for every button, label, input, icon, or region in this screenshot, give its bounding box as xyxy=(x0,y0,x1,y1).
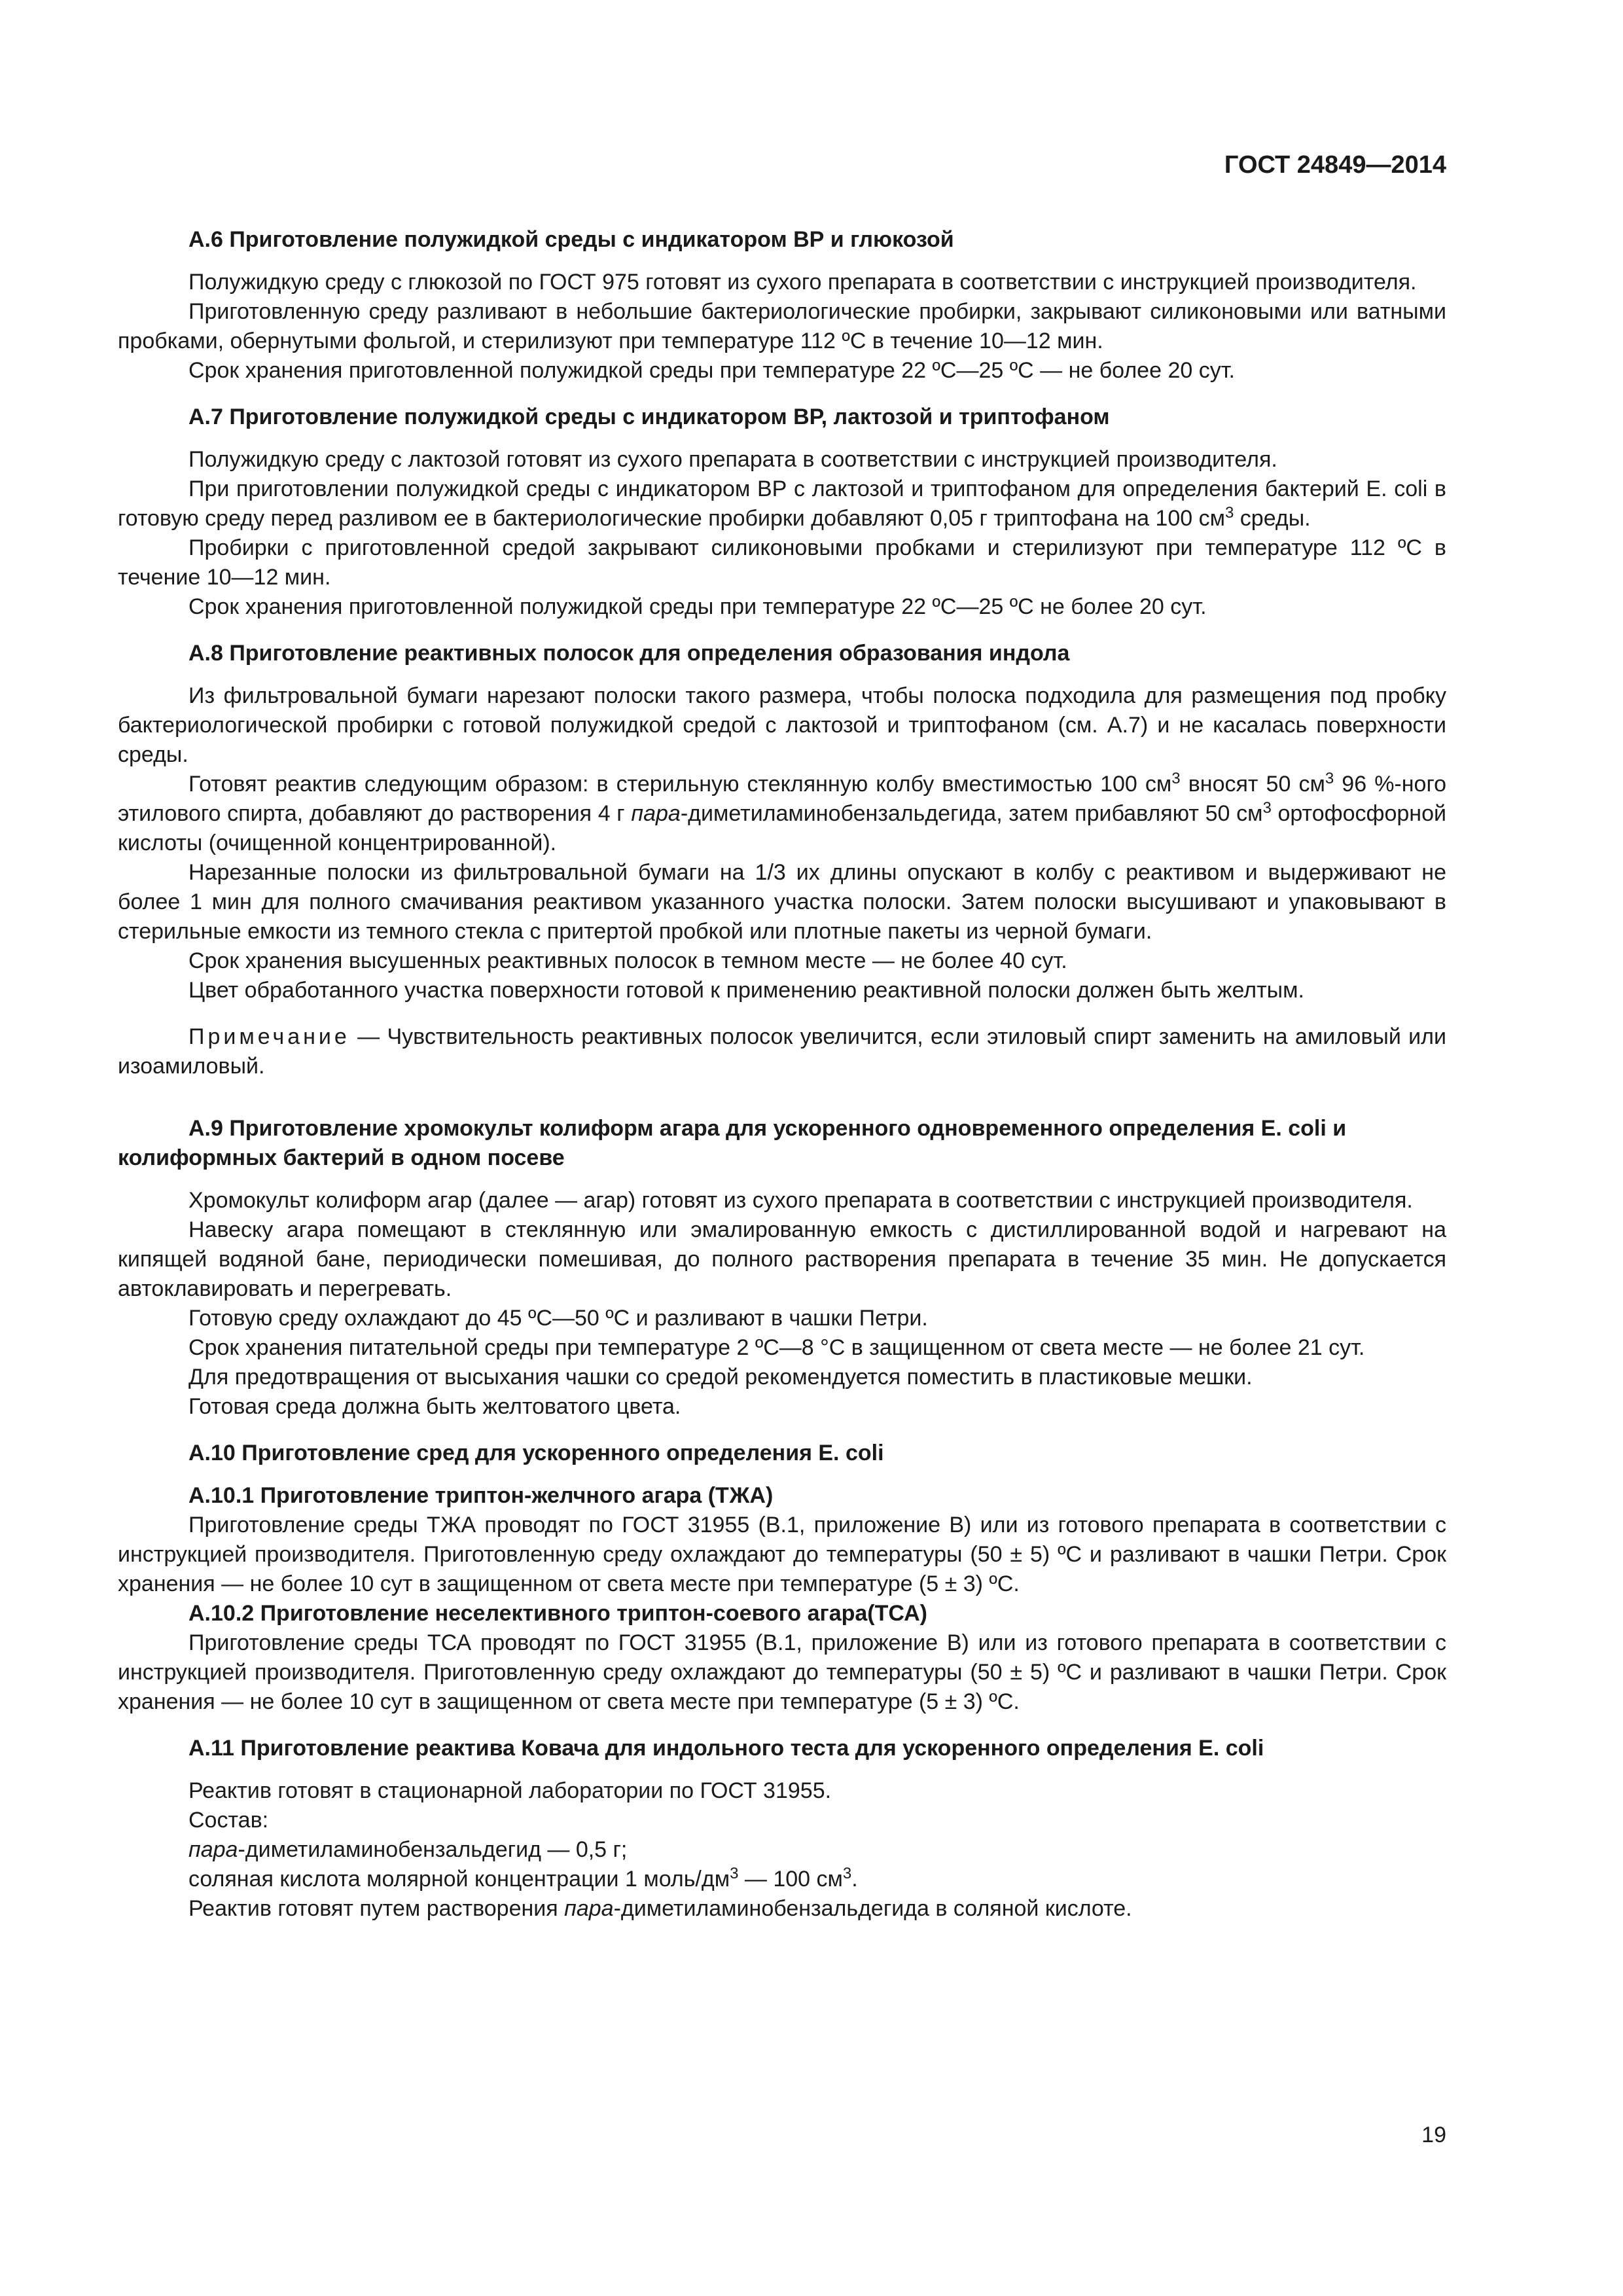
section-a8-note xyxy=(118,1022,1446,1081)
subsection-a10-1-paragraph: Приготовление среды ТЖА проводят по ГОСТ 31955 (В.1, приложение В) или из готового препарата в соответствии с инструкцией производителя. Приготовленную среду охлаждают до температуры (50 ± 5) ºС и разливают в чашки Петри. Срок хранения — не более 10 сут в защищенном от света месте при температуре (5 ± 3) ºС. xyxy=(118,1513,1446,1596)
section-a6-paragraph-1: Полужидкую среду с глюкозой по ГОСТ 975 готовят из сухого препарата в соответствии с инструкцией производителя. xyxy=(188,270,1417,295)
section-a7-paragraph-3: Пробирки с приготовленной средой закрывают силиконовыми пробками и стерилизуют при температуре 112 ºС в течение 10—12 мин. xyxy=(118,535,1446,590)
section-a11-line-5: Реактив готовят путем растворения пара-диметиламинобензальдегида в соляной кислоте. xyxy=(188,1896,1132,1921)
section-a8-paragraph-4: Срок хранения высушенных реактивных полосок в темном месте — не более 40 сут. xyxy=(188,948,1067,973)
section-a8 xyxy=(118,639,1446,1081)
section-a6-title: А.6 Приготовление полужидкой среды с индикатором ВР и глюкозой xyxy=(188,227,954,252)
section-a9 xyxy=(118,1114,1446,1422)
section-a7-paragraph-4: Срок хранения приготовленной полужидкой среды при температуре 22 ºС—25 ºС не более 20 сут. xyxy=(188,594,1207,619)
section-a8-paragraph-3: Нарезанные полоски из фильтровальной бумаги на 1/3 их длины опускают в колбу с реактивом и выдерживают не более 1 мин для полного смачивания реактивом указанного участка полоски. Затем полоски высушивают и упаковывают в стерильные емкости из темного стекла с притертой пробкой или плотные пакеты из черной бумаги. xyxy=(118,860,1446,944)
section-a9-title: А.9 Приготовление хромокульт колиформ агара для ускоренного одновременного определения E. coli и колиформных бактерий в одном посеве xyxy=(118,1116,1347,1170)
section-a9-paragraph-2: Навеску агара помещают в стеклянную или эмалированную емкость с дистиллированной водой и нагревают на кипящей водяной бане, периодически помешивая, до полного растворения препарата в течение 35 мин. Не допускается автоклавировать и перегревать. xyxy=(118,1217,1446,1301)
note-text: — Чувствительность реактивных полосок увеличится, если этиловый спирт заменить на амиловый или изоамиловый. xyxy=(118,1024,1446,1079)
section-a10-title: А.10 Приготовление сред для ускоренного определения E. coli xyxy=(188,1441,884,1465)
section-a6 xyxy=(118,225,1446,386)
section-a9-paragraph-3: Готовую среду охлаждают до 45 ºС—50 ºС и разливают в чашки Петри. xyxy=(188,1306,928,1331)
section-a9-paragraph-1: Хромокульт колиформ агар (далее — агар) готовят из сухого препарата в соответствии с инструкцией производителя. xyxy=(188,1188,1413,1213)
note-label: Примечание xyxy=(188,1024,350,1049)
document-code-header: ГОСТ 24849—2014 xyxy=(1224,151,1446,179)
section-a9-paragraph-6: Готовая среда должна быть желтоватого цвета. xyxy=(188,1394,681,1419)
section-a9-paragraph-4: Срок хранения питательной среды при температуре 2 ºС—8 °С в защищенном от света месте — не более 21 сут. xyxy=(188,1335,1365,1360)
subsection-a10-2-paragraph: Приготовление среды ТСА проводят по ГОСТ 31955 (В.1, приложение В) или из готового препарата в соответствии с инструкцией производителя. Приготовленную среду охлаждают до температуры (50 ± 5) ºС и разливают в чашки Петри. Срок хранения — не более 10 сут в защищенном от света месте при температуре (5 ± 3) ºС. xyxy=(118,1630,1446,1714)
subsection-a10-2-title: А.10.2 Приготовление неселективного триптон-соевого агара(ТСА) xyxy=(188,1601,927,1626)
section-a7 xyxy=(118,403,1446,622)
section-a11-title: А.11 Приготовление реактива Ковача для индольного теста для ускоренного определения E. coli xyxy=(188,1736,1264,1761)
section-a6-paragraph-2: Приготовленную среду разливают в небольшие бактериологические пробирки, закрывают силиконовыми или ватными пробками, обернутыми фольгой, и стерилизуют при температуре 112 ºС в течение 10—12 мин. xyxy=(118,299,1446,353)
section-a11-line-2: Состав: xyxy=(188,1808,269,1833)
section-a7-title: А.7 Приготовление полужидкой среды с индикатором ВР, лактозой и триптофаном xyxy=(188,404,1110,429)
document-body xyxy=(118,225,1446,1924)
section-a8-paragraph-5: Цвет обработанного участка поверхности готовой к применению реактивной полоски должен быть желтым. xyxy=(188,978,1304,1003)
section-a10 xyxy=(118,1439,1446,1717)
document-page xyxy=(118,0,1446,2296)
section-a11-line-3: пара-диметиламинобензальдегид — 0,5 г; xyxy=(188,1837,628,1862)
section-a6-paragraph-3: Срок хранения приготовленной полужидкой среды при температуре 22 ºС—25 ºС — не более 20 сут. xyxy=(188,358,1235,383)
subsection-a10-1-title: А.10.1 Приготовление триптон-желчного агара (ТЖА) xyxy=(188,1483,774,1508)
section-a8-paragraph-2: Готовят реактив следующим образом: в стерильную стеклянную колбу вместимостью 100 $см^3$ вносят 50 $см^3$ 96 %-ного этилового спирта, добавляют до растворения 4 г пара-диметиламинобензальдегида, затем прибавляют 50 $см^3$ ортофосфорной кислоты (очищенной концентрированной). xyxy=(118,770,1447,855)
page-number: 19 xyxy=(1421,2123,1446,2147)
section-a11 xyxy=(118,1734,1446,1924)
section-a9-paragraph-5: Для предотвращения от высыхания чашки со средой рекомендуется поместить в пластиковые мешки. xyxy=(188,1365,1253,1390)
section-a7-paragraph-1: Полужидкую среду с лактозой готовят из сухого препарата в соответствии с инструкцией производителя. xyxy=(188,447,1277,472)
section-a8-paragraph-1: Из фильтровальной бумаги нарезают полоски такого размера, чтобы полоска подходила для размещения под пробку бактериологической пробирки с готовой полужидкой средой с лактозой и триптофаном (см. А.7) и не касалась поверхности среды. xyxy=(118,683,1446,767)
section-a7-paragraph-2: При приготовлении полужидкой среды с индикатором ВР с лактозой и триптофаном для определения бактерий E. coli в готовую среду перед разливом ее в бактериологические пробирки добавляют 0,05 г триптофана на 100 $см^3$ среды. xyxy=(118,476,1446,531)
section-a8-title: А.8 Приготовление реактивных полосок для определения образования индола xyxy=(188,641,1070,666)
section-a11-line-1: Реактив готовят в стационарной лаборатории по ГОСТ 31955. xyxy=(188,1778,832,1803)
section-a11-line-4: соляная кислота молярной концентрации 1 моль/$дм^3$ — 100 $см^3$. xyxy=(188,1865,858,1892)
